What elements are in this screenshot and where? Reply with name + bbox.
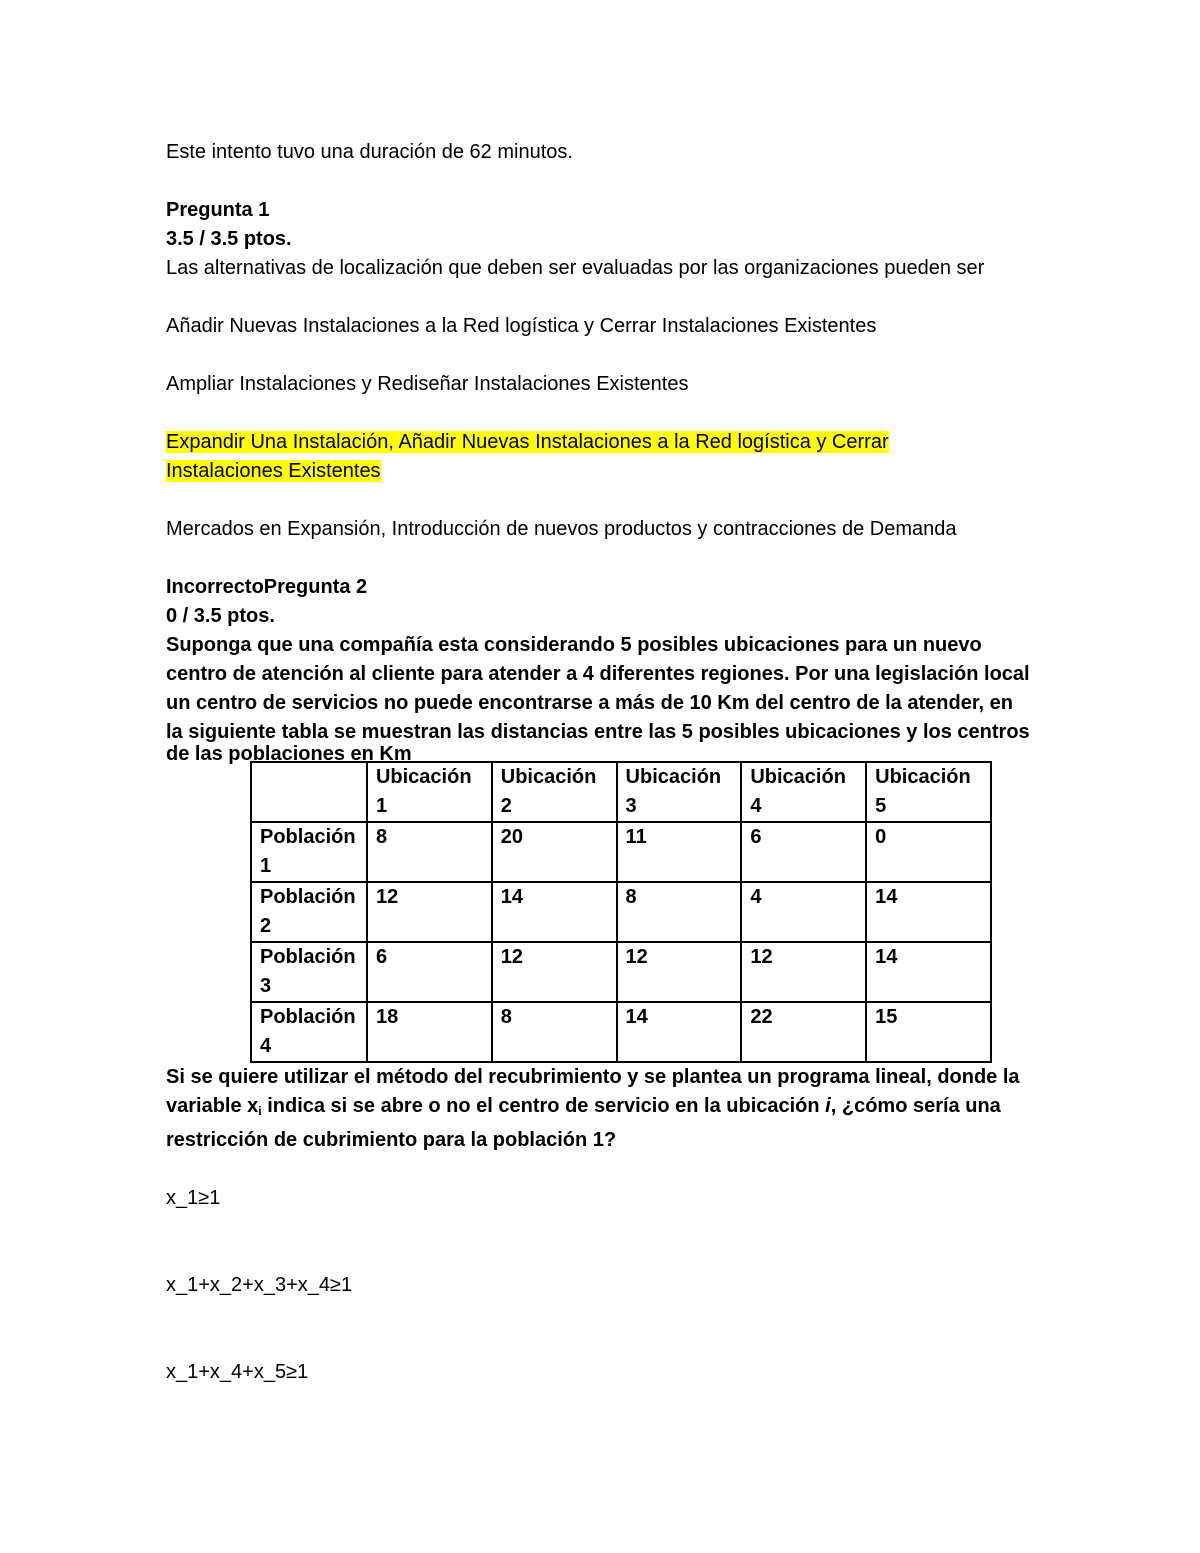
question-2-score: 0 / 3.5 ptos. [166, 605, 275, 627]
table-corner-cell [251, 762, 367, 822]
table-cell: 8 [367, 822, 492, 882]
table-header-cell: Ubicación 4 [741, 762, 866, 822]
question-2-prompt-line: de las poblaciones en Km [166, 743, 412, 765]
question-1-option-2[interactable]: Ampliar Instalaciones y Rediseñar Instalaciones Existentes [166, 373, 689, 395]
question-2-option-1[interactable]: x_1≥1 [166, 1187, 221, 1209]
question-2-title: IncorrectoPregunta 2 [166, 576, 368, 598]
question-1-option-4[interactable]: Mercados en Expansión, Introducción de nuevos productos y contracciones de Demanda [166, 518, 957, 540]
question-2-question [166, 1063, 1046, 1155]
table-cell: 22 [741, 1002, 866, 1062]
table-cell: 18 [367, 1002, 492, 1062]
table-header-cell: Ubicación 5 [866, 762, 991, 822]
table-row-header: Población 2 [251, 882, 367, 942]
table-cell: 6 [367, 942, 492, 1002]
table-header-row [251, 762, 991, 822]
question-1-option-3-line-2: Instalaciones Existentes [166, 460, 381, 482]
table-row-header: Población 4 [251, 1002, 367, 1062]
question-2-question-line-2: variable $x_i$ indica si se abre o no el centro de servicio en la ubicación i, ¿cómo sería una [166, 1095, 1001, 1118]
question-2-prompt-line: un centro de servicios no puede encontrarse a más de 10 Km del centro de la atender, en [166, 692, 1013, 714]
table-cell: 15 [866, 1002, 991, 1062]
table-cell: 11 [617, 822, 742, 882]
document-page [166, 138, 1046, 1387]
table-cell: 12 [492, 942, 617, 1002]
question-1-option-3-correct[interactable] [166, 428, 1046, 486]
table-cell: 8 [492, 1002, 617, 1062]
question-2-prompt-line: la siguiente tabla se muestran las distancias entre las 5 posibles ubicaciones y los centros [166, 721, 1030, 743]
table-cell: 12 [367, 882, 492, 942]
distance-table [250, 761, 992, 1063]
question-2 [166, 573, 1046, 1387]
question-1-prompt: Las alternativas de localización que deben ser evaluadas por las organizaciones pueden ser [166, 257, 985, 279]
question-2-prompt-line: Suponga que una compañía esta considerando 5 posibles ubicaciones para un nuevo [166, 634, 982, 656]
table-header-cell: Ubicación 3 [617, 762, 742, 822]
question-2-option-2[interactable]: x_1+x_2+x_3+x_4≥1 [166, 1274, 353, 1296]
table-row [251, 942, 991, 1002]
table-cell: 6 [741, 822, 866, 882]
question-1-option-3-line-1: Expandir Una Instalación, Añadir Nuevas Instalaciones a la Red logística y Cerrar [166, 431, 889, 453]
table-cell: 14 [617, 1002, 742, 1062]
question-1-option-1[interactable]: Añadir Nuevas Instalaciones a la Red logística y Cerrar Instalaciones Existentes [166, 315, 877, 337]
question-2-question-line-1: Si se quiere utilizar el método del recubrimiento y se plantea un programa lineal, donde la [166, 1066, 1020, 1088]
attempt-duration: Este intento tuvo una duración de 62 minutos. [166, 141, 573, 163]
question-1-title: Pregunta 1 [166, 199, 270, 221]
table-cell: 14 [866, 942, 991, 1002]
table-row [251, 882, 991, 942]
table-cell: 12 [741, 942, 866, 1002]
question-2-option-3[interactable]: x_1+x_4+x_5≥1 [166, 1361, 309, 1383]
table-header-cell: Ubicación 2 [492, 762, 617, 822]
table-cell: 14 [492, 882, 617, 942]
table-cell: 14 [866, 882, 991, 942]
table-row [251, 822, 991, 882]
table-cell: 0 [866, 822, 991, 882]
table-cell: 20 [492, 822, 617, 882]
question-2-question-line-3: restricción de cubrimiento para la población 1? [166, 1129, 617, 1151]
table-cell: 8 [617, 882, 742, 942]
table-header-cell: Ubicación 1 [367, 762, 492, 822]
table-row-header: Población 3 [251, 942, 367, 1002]
question-1-score: 3.5 / 3.5 ptos. [166, 228, 292, 250]
table-cell: 12 [617, 942, 742, 1002]
table-row [251, 1002, 991, 1062]
question-2-prompt-line: centro de atención al cliente para atender a 4 diferentes regiones. Por una legislación local [166, 663, 1030, 685]
table-cell: 4 [741, 882, 866, 942]
question-1 [166, 196, 1046, 573]
table-row-header: Población 1 [251, 822, 367, 882]
question-2-prompt [166, 631, 1046, 765]
